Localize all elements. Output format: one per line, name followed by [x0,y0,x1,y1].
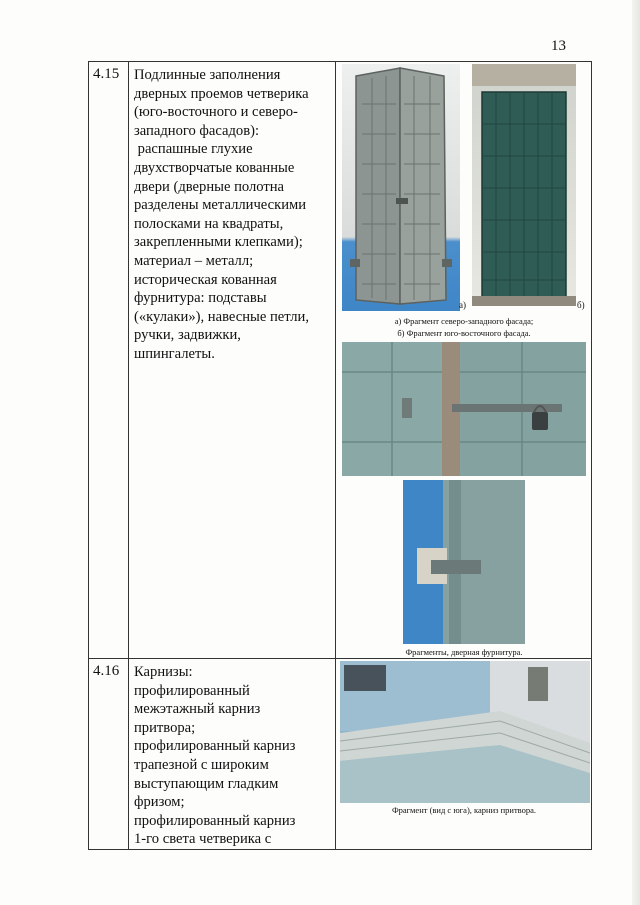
photo-caption-hardware: Фрагменты, дверная фурнитура. [405,647,523,657]
desc-line: распашные глухие [134,141,253,158]
desc-line: историческая кованная [134,271,277,288]
table-row [89,62,592,659]
photo-caption-doors-1: а) Фрагмент северо-западного фасада; [394,316,534,326]
photo-caption-doors-2: б) Фрагмент юго-восточного фасада. [397,328,531,338]
photo-door-latch [342,342,586,476]
desc-line: («кулаки»), навесные петли, [134,308,310,325]
desc-line: (юго-восточного и северо- [134,104,298,121]
page-edge-shadow [632,0,640,905]
row-number: 4.15 [89,62,129,659]
attributes-table [88,61,592,850]
row-photos [336,62,592,659]
desc-line: фурнитура: подставы [134,290,267,307]
desc-line: двери (дверные полотна [134,178,285,195]
desc-line: трапезной с широким [134,756,269,773]
desc-line: разделены металлическими [134,197,307,214]
desc-line: западного фасадов): [134,122,260,139]
photo-caption-cornice: Фрагмент (вид с юга), карниз притвора. [391,805,537,815]
desc-line: шпингалеты. [134,345,215,362]
row-description [129,62,336,659]
photo-cornice [340,661,590,803]
photo-door-northwest [342,64,460,311]
desc-line: дверных проемов четверика [134,85,309,102]
desc-line: 1-го света четверика с [134,831,272,848]
desc-line: профилированный карниз [134,738,296,755]
desc-line: двухстворчатые кованные [134,159,295,176]
photo-letter-b: б) [577,300,585,310]
desc-line: Подлинные заполнения [134,67,281,83]
page-number: 13 [551,38,566,54]
desc-line: фризом; [134,794,185,811]
photo-door-southeast [472,64,576,306]
row-photos [336,659,592,850]
table-row [89,659,592,850]
desc-line: Карнизы: [134,664,193,680]
photo-letter-a: а) [459,300,466,310]
row-description [129,659,336,850]
desc-line: выступающим гладким [134,775,279,792]
desc-line: межэтажный карниз [134,701,261,718]
row-number: 4.16 [89,659,129,850]
photo-door-hinge [403,480,525,644]
desc-line: материал – металл; [134,252,254,269]
desc-line: профилированный карниз [134,812,296,829]
desc-line: профилированный [134,682,250,699]
desc-line: полосками на квадраты, [134,215,284,232]
desc-line: закрепленными клепками); [134,234,303,251]
desc-line: притвора; [134,719,196,736]
desc-line: ручки, задвижки, [134,327,241,344]
